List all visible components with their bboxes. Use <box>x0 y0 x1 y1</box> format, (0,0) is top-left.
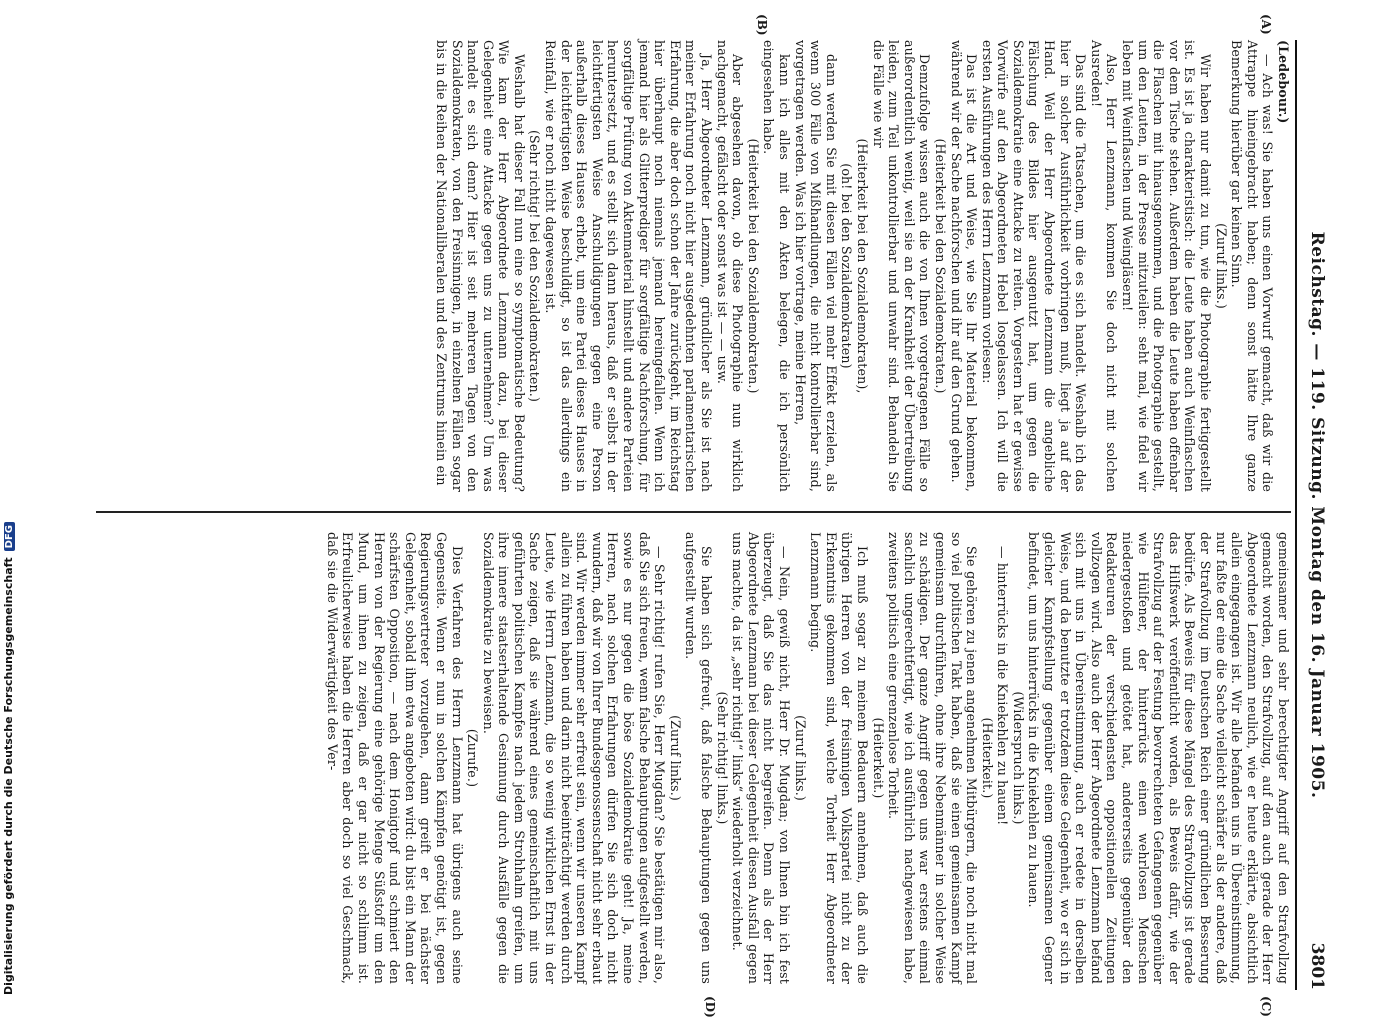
quote-paragraph: Demzufolge wissen auch die von Ihnen vorgetragenen Fälle so außerordentlich wenig, weil sie an der Krankheit der Übertreibung leiden, zum Teil unkontrollierbar und unwahr sind. Behandeln Sie die Fälle wie wir <box>870 40 933 492</box>
dfg-logo: DFG <box>4 522 15 551</box>
quote-paragraph: Das ist die Art und Weise, wie Sie Ihr Material bekommen, während wir der Sache nachforschen und ihr auf den Grund gehen. <box>948 40 980 492</box>
interjection: (Zurufe.) <box>465 728 481 788</box>
column-divider <box>96 511 1291 513</box>
quote-paragraph: kann ich alles mit den Akten belegen, die ich persönlich eingesehen habe. <box>761 40 792 492</box>
footer-sidebar <box>0 0 20 1000</box>
page-title: Reichstag. — 119. Sitzung. Montag den 16. Januar 1905. <box>1307 231 1327 799</box>
interjection: (Heiterkeit.) <box>870 717 886 799</box>
margin-label-b: (B) <box>755 14 769 36</box>
quote-paragraph: dann werden Sie mit diesen Fällen viel mehr Effekt erzielen, als wenn 300 Fälle von Mißhandlungen, die nicht kontrollierbar sind, vorgetragen werden. Was ich hier vortrage, meine Herren, <box>792 40 839 492</box>
interjection: (oh! bei den Sozialdemokraten) <box>839 163 855 369</box>
interjection: (Heiterkeit bei den Sozialdemokraten.) <box>932 138 948 394</box>
interjection: (Zuruf links.) <box>1213 223 1229 309</box>
page-number: 3801 <box>1307 942 1327 990</box>
paragraph: Wir haben nur damit zu tun, wie die Photographie fertiggestellt ist. Es ist ja charakteristisch: die Leute haben auch Weinflaschen vor dem Tische stehen. Außerdem haben die Leute haben offenbar die Flaschen mit hinausgenommen, und die Photographie gestellt, um den Leuten, in der Presse mitzuteilen: seht mal, wie fidel wir leben mit Weinflaschen und Weingläsern! <box>1120 40 1214 492</box>
paragraph: Das sind die Tatsachen, um die es sich handelt. Weshalb ich das hier in solcher Ausführlichkeit vorbringen muß, liegt ja auf der Hand. Weil der Herr Abgeordnete Lenzmann die angebliche Fälschung des Bildes hier ausgenutzt hat, um gegen die Sozialdemokratie eine Attacke zu reiten. Vorgestern hat er gewisse Vorwürfe auf den Abgeordneten Hebel losgelassen. Ich will die ersten Ausführungen des Herrn Lenzmann vorlesen: <box>979 40 1089 492</box>
interjection: (Zuruf links.) <box>667 715 683 801</box>
paragraph: — Sehr richtig! rufen Sie, Herr Mugdan? Sie bestätigen mir also, daß Sie sich freuen, wenn falsche Behauptungen aufgestellt werden, sowie es nur gegen die böse Sozialdemokratie geht! Ja, meine Herren, nach solchen Erfahrungen dürfen Sie sich doch nicht wundern, daß wir von Ihrer Bundesgenossenschaft nicht sehr erbaut sind. Wir werden immer sehr erfreut sein, wenn wir unseren Kampf allein zu führen haben und darin nicht beeinträchtigt werden durch Leute, wie Herrn Lenzmann, die so wenig wirklichen Ernst in der Sache zeigen, daß sie während eines gemeinschaftlich mit uns geführten politischen Kampfes nach jedem Strohhalm greifen, um ihre innere staatserhaltende Gesinnung durch Ausfälle gegen die Sozialdemokratie zu beweisen. <box>480 532 668 984</box>
interjection: (Widerspruch links.) <box>1010 691 1026 825</box>
page-header <box>1295 40 1337 990</box>
margin-label-a: (A) <box>1259 14 1273 35</box>
left-column <box>433 40 1291 492</box>
document-page <box>77 14 1337 1018</box>
paragraph: Sie gehören zu jenen angenehmen Mitbürgern, die noch nicht mal so viel politischen Takt haben, daß sie einen gemeinsamen Kampf gemeinsam durchführen, ohne ihre Nebenmänner in solcher Weise zu schädigen. Der ganze Angriff gegen uns war erstens einmal sachlich ungerechtfertigt, wie ich ausführlich nachgewiesen habe, zweitens politisch eine grenzenlose Torheit. <box>886 532 980 984</box>
paragraph: gemeinsamer und sehr berechtigter Angriff auf den Strafvollzug gemacht worden, den Strafvollzug, auf den auch gerade der Herr Abgeordnete Lenzmann neulich, wie er heute erklärte, absichtlich allein eingegangen ist. Wir alle befanden uns in Übereinstimmung, nur faßte der eine die Sache vielleicht schärfer als der andere, daß der Strafvollzug im Deutschen Reich einer gründlichen Besserung bedürfe. Als Beweis für diese Mängel des Strafvollzugs ist gerade das Hilfswerk veröffentlicht worden, als Beweis dafür, wie der Strafvollzug auf der Festung bevorrechteten Gefangenen gegenüber wie Hülfener, der hinterrücks einen wehrlosen Menschen niedergestoßen und getötet hat, andererseits gegenüber den Redakteuren der verschiedensten oppositionellen Zeitungen vollzogen wird. Also auch der Herr Abgeordnete Lenzmann befand sich mit uns in Übereinstimmung, auch er redete in derselben Weise, und da benutzte er trotzdem diese Gelegenheit, wo er sich in gleicher Kampfstellung gegenüber einem gemeinsamen Gegner befindet, um uns hinterrücks in die Kniekehlen zu hauen. <box>1026 532 1291 984</box>
interjection: (Sehr richtig! bei den Sozialdemokraten.) <box>527 129 543 403</box>
paragraph: — hinterrücks in die Kniekehlen zu hauen! <box>995 546 1011 826</box>
interjection: (Heiterkeit.) <box>979 717 995 799</box>
interjection: (Zuruf links.) <box>792 715 808 801</box>
interjection: (Heiterkeit bei den Sozialdemokraten), <box>854 138 870 394</box>
paragraph: — Nein, gewiß nicht, Herr Dr. Mugdan; von Ihnen bin ich fest überzeugt, daß Sie das nicht begreifen. Denn als der Herr Abgeordnete Lenzmann bei dieser Gelegenheit diesen Ausfall gegen uns machte, da ist „sehr richtig!“ links“ wiederholt verzeichnet. <box>730 532 792 984</box>
right-column <box>324 532 1291 984</box>
margin-label-d: (D) <box>703 996 717 1018</box>
paragraph: Ja, Herr Abgeordneter Lenzmann, gründlicher als Sie ist nach meiner Erfahrung noch nicht hier ausgedehnten parlamentarischen Erfahrung, die aber doch schon der Jahre zurückgeht, im Reichstag hier überhaupt noch niemals jemand hereingefallen. Wenn ich jemand hier als Glitterprediger für sorgfältige Nachforschung, für sorgfältige Prüfung von Aktenmaterial hinstellt und andere Parteien heruntersetzt, und es stellt sich dann heraus, daß er selbst in der leichtfertigsten Weise Anschuldigungen gegen eine Person außerhalb dieses Hauses erhebt, um eine Partei dieses Hauses in der leichtfertigsten Weise beschuldigt, so ist das allerdings ein Reinfall, wie er noch nicht dagewesen ist. <box>543 40 715 492</box>
paragraph: — Ach was! Sie haben uns einen Vorwurf gemacht, daß wir die Attrappe hineingebracht haben; denn sonst hätte Ihre ganze Bemerkung hierüber gar keinen Sinn. <box>1229 40 1276 492</box>
quote-paragraph: Aber abgesehen davon, ob diese Photographie nun wirklich nachgemacht, gefälscht oder sonst was ist — — usw. <box>714 40 746 492</box>
interjection: (Sehr richtig! links.) <box>714 691 730 825</box>
paragraph: Dies Verfahren des Herrn Lenzmann hat übrigens auch seine Gegenseite. Wenn er nun in solchen Kämpfen genötigt ist, gegen Regierungsvertreter vorzugehen, dann greift er bei nächster Gelegenheit, sobald ihm etwa angeboten wird: du bist ein Mann der schärfsten Opposition, — nach dem Honigtopf und schmiert den Herren von der Regierung eine gehörige Menge Süßstoff um den Mund, um ihnen zu zeigen, daß er gar nicht so schlimm ist. Erfreulicherweise haben die Herren aber doch so viel Geschmack, daß sie die Widerwärtigkeit des Ver- <box>324 532 465 984</box>
digitization-credit <box>2 5 15 995</box>
paragraph: Sie haben sich gefreut, daß falsche Behauptungen gegen uns aufgestellt wurden. <box>683 532 715 984</box>
speaker-name: (Ledebour.) <box>1276 40 1291 124</box>
interjection: (Heiterkeit bei den Sozialdemokraten.) <box>745 138 761 394</box>
credit-text: Digitalisierung gefördert durch die Deutsche Forschungsgemeinschaft <box>2 557 15 995</box>
paragraph: Also, Herr Lenzmann, kommen Sie doch nicht mit solchen Ausreden! <box>1088 40 1120 492</box>
margin-label-c: (C) <box>1259 996 1273 1017</box>
paragraph: Weshalb hat dieser Fall nun eine so symptomatische Bedeutung? Wie kam der Herr Abgeordnete Lenzmann dazu, bei dieser Gelegenheit eine Attacke gegen uns zu unternehmen? Um was handelt es sich denn? Hier ist seit mehreren Tagen von den Sozialdemokraten, von den Freisinnigen, in einzelnen Fällen sogar bis in die Reihen der Nationalliberalen und des Zentrums hinein ein <box>433 40 527 492</box>
paragraph: Ich muß sogar zu meinem Bedauern annehmen, daß auch die übrigen Herren von der freisinnigen Volkspartei nicht zu der Erkenntnis gekommen sind, welche Torheit Herr Abgeordneter Lenzmann beging. <box>808 532 870 984</box>
